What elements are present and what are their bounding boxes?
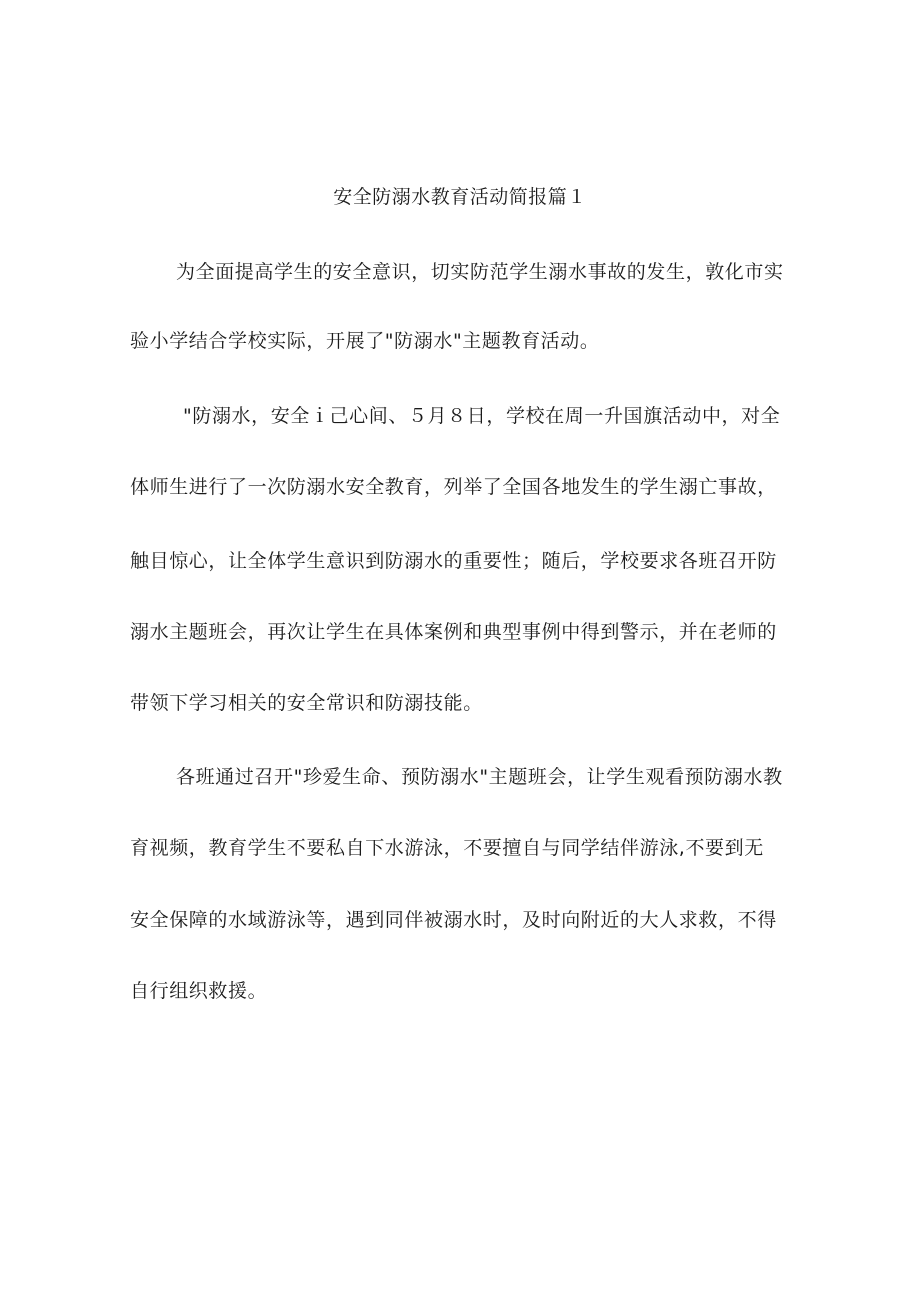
paragraph-3-line-2: 育视频，教育学生不要私自下水游泳，不要擅自与同学结伴游泳,不要到无 (130, 837, 764, 859)
paragraph-2-line-1: "防溺水，安全ｉ己心间、５月８日，学校在周一升国旗活动中，对全 (183, 405, 781, 427)
paragraph-2-line-3: 触目惊心，让全体学生意识到防溺水的重要性；随后，学校要求各班召开防 (130, 550, 777, 572)
paragraph-3-line-4: 自行组织救援。 (130, 980, 268, 1002)
document-title: 安全防溺水教育活动简报篇１ (333, 186, 587, 208)
paragraph-2-line-2: 体师生进行了一次防溺水安全教育，列举了全国各地发生的学生溺亡事故， (130, 476, 777, 498)
paragraph-2-line-4: 溺水主题班会，再次让学生在具体案例和典型事例中得到警示，并在老师的 (130, 621, 777, 643)
paragraph-3-line-3: 安全保障的水域游泳等，遇到同伴被溺水时，及时向附近的大人求救，不得 (130, 909, 777, 931)
paragraph-2-line-5: 带领下学习相关的安全常识和防溺技能。 (130, 692, 483, 714)
paragraph-1-line-2: 验小学结合学校实际，开展了"防溺水"主题教育活动。 (130, 330, 600, 352)
paragraph-1-line-1: 为全面提高学生的安全意识，切实防范学生溺水事故的发生，敦化市实 (176, 261, 784, 283)
paragraph-3-line-1: 各班通过召开"珍爱生命、预防溺水"主题班会，让学生观看预防溺水教 (176, 766, 783, 788)
